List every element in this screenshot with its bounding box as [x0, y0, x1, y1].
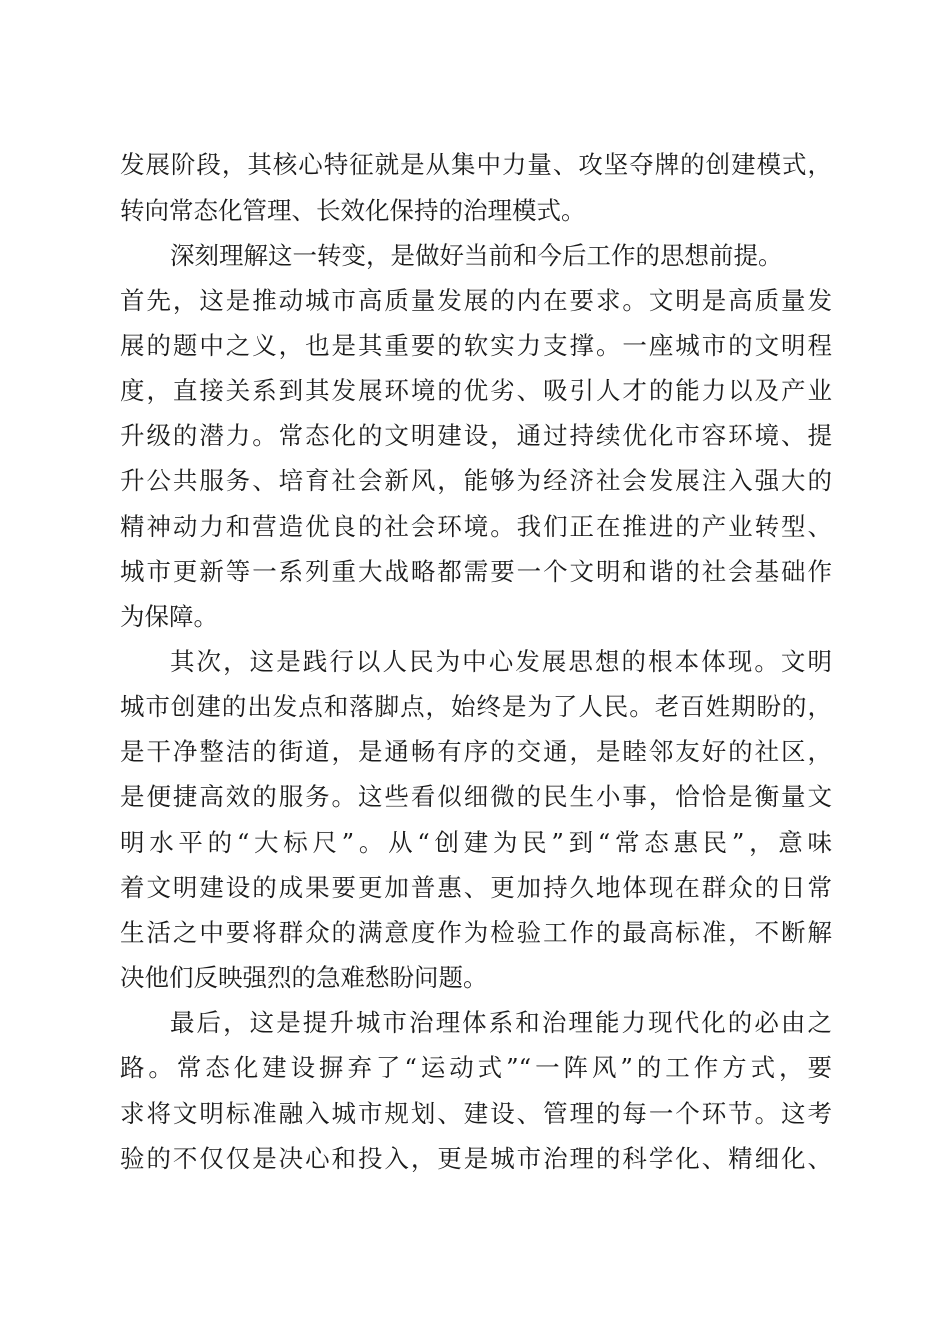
text-line: 路。常态化建设摒弃了“运动式”“一阵风”的工作方式，要 — [120, 1053, 832, 1082]
text-line: 升级的潜力。常态化的文明建设，通过持续优化市容环境、提 — [120, 421, 832, 450]
text-line: 度，直接关系到其发展环境的优劣、吸引人才的能力以及产业 — [120, 376, 832, 405]
text-line: 为保障。 — [120, 602, 218, 631]
text-line: 着文明建设的成果要更加普惠、更加持久地体现在群众的日常 — [120, 873, 832, 902]
text-line: 是便捷高效的服务。这些看似细微的民生小事，恰恰是衡量文 — [120, 782, 832, 811]
text-line: 精神动力和营造优良的社会环境。我们正在推进的产业转型、 — [120, 512, 832, 541]
text-line: 决他们反映强烈的急难愁盼问题。 — [120, 963, 488, 992]
text-line: 验的不仅仅是决心和投入，更是城市治理的科学化、精细化、 — [120, 1144, 832, 1173]
text-line: 深刻理解这一转变，是做好当前和今后工作的思想前提。 — [170, 241, 783, 270]
text-line: 最后，这是提升城市治理体系和治理能力现代化的必由之 — [170, 1008, 832, 1037]
text-line: 生活之中要将群众的满意度作为检验工作的最高标准，不断解 — [120, 918, 832, 947]
text-line: 城市更新等一系列重大战略都需要一个文明和谐的社会基础作 — [120, 557, 832, 586]
text-line: 转向常态化管理、长效化保持的治理模式。 — [120, 196, 586, 225]
text-line: 明水平的“大标尺”。从“创建为民”到“常态惠民”，意味 — [120, 828, 832, 857]
text-line: 城市创建的出发点和落脚点，始终是为了人民。老百姓期盼的， — [120, 692, 832, 721]
text-line: 升公共服务、培育社会新风，能够为经济社会发展注入强大的 — [120, 466, 832, 495]
text-line: 发展阶段，其核心特征就是从集中力量、攻坚夺牌的创建模式， — [120, 150, 832, 179]
text-line: 求将文明标准融入城市规划、建设、管理的每一个环节。这考 — [120, 1099, 832, 1128]
text-line: 是干净整洁的街道，是通畅有序的交通，是睦邻友好的社区， — [120, 737, 832, 766]
text-line: 展的题中之义，也是其重要的软实力支撑。一座城市的文明程 — [120, 331, 832, 360]
text-line: 其次，这是践行以人民为中心发展思想的根本体现。文明 — [170, 647, 832, 676]
text-line: 首先，这是推动城市高质量发展的内在要求。文明是高质量发 — [120, 286, 832, 315]
